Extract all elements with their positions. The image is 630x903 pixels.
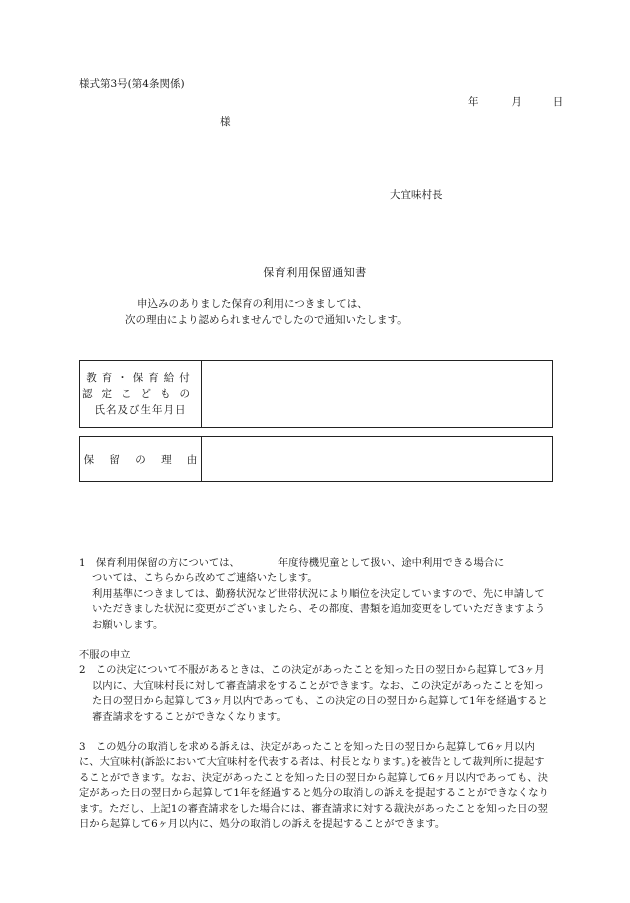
issuer-name: 大宜味村長: [390, 189, 443, 201]
intro-line-1: 申込みのありました保育の利用につきましては、: [137, 298, 368, 310]
date-day: 日: [552, 96, 564, 108]
note-2: 2 この決定について不服があるときは、この決定があったことを知った日の翌日から起算して3ヶ月以内に、大宜味村長に対して審査請求をすることができます。なお、この決定があったことを知った日の翌日から起算して3ヶ月以内であっても、この決定の日の翌日から起算して1年を経過すると審査請求をすることができなくなります。: [79, 664, 548, 723]
child-info-label-line-2: 認定こどもの: [82, 388, 199, 400]
reason-row: [79, 436, 553, 482]
appeal-heading: 不服の申立: [79, 649, 131, 662]
date-line: [468, 94, 563, 109]
child-info-label-line-1: 教育・保育給付: [86, 372, 195, 384]
intro-text: [125, 296, 525, 328]
note-1-mid: 年度待機児童として扱い、途中利用できる場合に: [277, 557, 505, 569]
child-info-value[interactable]: [202, 361, 552, 427]
child-info-row: [79, 360, 553, 428]
note-1-prefix: 1 保育利用保留の方については、: [79, 557, 240, 569]
child-info-label: [80, 361, 202, 427]
intro-line-2: 次の理由により認められませんでしたので通知いたします。: [125, 314, 408, 326]
reason-value[interactable]: [202, 437, 552, 481]
note-1-paragraph-2: 利用基準につきましては、勤務状況など世帯状況により順位を決定していますので、先に申請していただきました状況に変更がございましたら、その都度、書類を追加変更をしていただきますようお願いします。: [92, 587, 546, 631]
form-number: 様式第3号(第4条関係): [79, 78, 185, 90]
date-month: 月: [511, 96, 522, 108]
notes-section: [79, 556, 554, 833]
document-title: 保育利用保留通知書: [263, 266, 367, 279]
child-info-label-line-3: 氏名及び生年月日: [94, 404, 187, 416]
reason-label: 保 留 の 理 由: [80, 437, 202, 481]
note-1: [79, 556, 554, 571]
addressee-suffix: 様: [220, 116, 231, 128]
date-year: 年: [468, 96, 479, 108]
note-3: 3 この処分の取消しを求める訴えは、決定があったことを知った日の翌日から起算して6ヶ月以内に、大宜味村(訴訟において大宜味村を代表する者は、村長となります。)を被告として裁判所に提起することができます。なお、決定があったことを知った日の翌日から起算して6ヶ月以内であっても、決定があった日の翌日から起算して1年を経過すると処分の取消しの訴えを提起することができなくなります。ただし、上記1の審査請求をした場合には、審査請求に対する裁決があったことを知った日の翌日から起算して6ヶ月以内に、処分の取消しの訴えを提起することができます。: [79, 741, 549, 831]
note-1-line-2: ついては、こちらから改めてご連絡いたします。: [92, 572, 318, 585]
